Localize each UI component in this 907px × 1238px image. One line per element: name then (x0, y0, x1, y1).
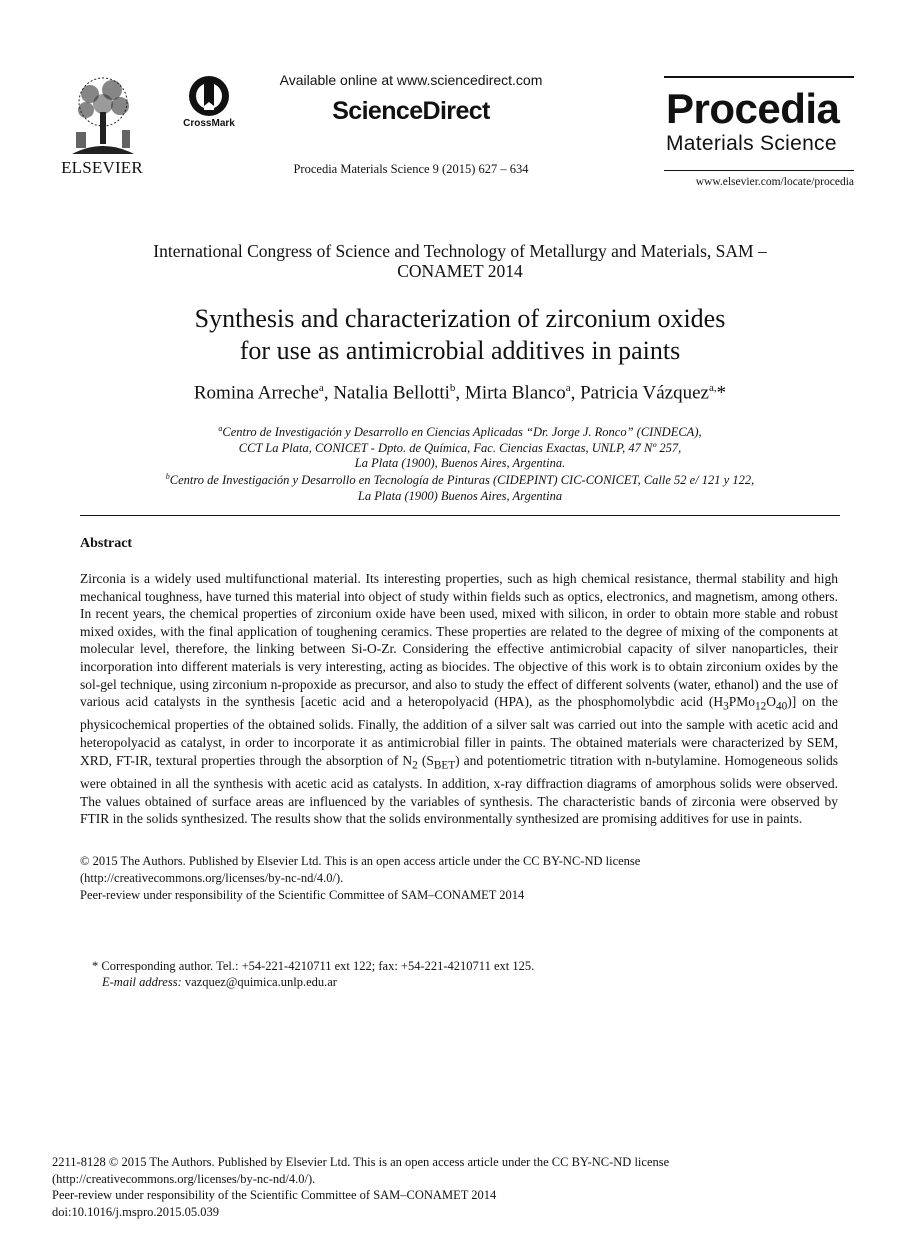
formula-sub-12: 12 (754, 700, 767, 713)
author-name: Patricia Vázquez (580, 382, 709, 404)
paper-title (80, 303, 840, 367)
title-line-2: for use as antimicrobial additives in paints (239, 336, 681, 365)
available-online-text: Available online at www.sciencedirect.com (279, 72, 543, 88)
crossmark-label: CrossMark (183, 118, 235, 129)
procedia-masthead (664, 76, 854, 196)
abstract-heading: Abstract (80, 536, 133, 551)
title-line-1: Synthesis and characterization of zirconium oxides (194, 304, 726, 333)
elsevier-wordmark: ELSEVIER (61, 158, 143, 177)
elsevier-logo (52, 74, 152, 184)
affiliation-text: Centro de Investigación y Desarrollo en Ciencias Aplicadas “Dr. Jorge J. Ronco” (CINDECA), (222, 425, 702, 440)
crossmark-badge[interactable] (178, 74, 240, 136)
affiliation-mark: a (218, 424, 223, 433)
sciencedirect-brand[interactable]: ScienceDirect (332, 97, 490, 125)
corresponding-author (92, 958, 812, 990)
corresponding-contact: * Corresponding author. Tel.: +54-221-4210711 ext 122; fax: +54-221-4210711 ext 125. (92, 959, 535, 973)
corresponding-asterisk: * (716, 382, 727, 404)
affiliation-a-line-2: CCT La Plata, CONICET - Dpto. de Química, Fac. Ciencias Exactas, UNLP, 47 Nº 257, (238, 440, 682, 455)
procedia-title: Procedia (666, 85, 840, 132)
procedia-subtitle: Materials Science (666, 132, 837, 155)
congress-name (80, 241, 840, 281)
congress-line-1: International Congress of Science and Technology of Metallurgy and Materials, SAM – (153, 241, 767, 261)
abstract-part-1: Zirconia is a widely used multifunctional material. Its interesting properties, such as high chemical resistance, thermal stability and high mechanical toughness, have turned this material into object of study within fields such as optics, electronics, and magnetism, among others. In recent years, the chemical properties of zirconium oxide have been used, mixed with silicon, in order to obtain more stable and robust mixed oxides, with the final application of toughening ceramics. These properties are related to the degree of mixing of the components at molecular level, therefore, the linking between Si-O-Zr. Considering the effective antimicrobial capacity of silver nanoparticles, their incorporation into different materials is very interesting, acting as biocides. The objective of this work is to obtain zirconium oxides by the sol-gel technique, using zirconium n-propoxide as precursor, and also to study the effect of different solvents (water, ethanol) and the use of various acid catalysts in the synthesis [acetic acid and a heteropolyacid (HPA), as the phosphomolybdic acid ( (80, 571, 838, 710)
affiliation-a (80, 421, 840, 472)
author-separator: , (570, 382, 581, 404)
email-address[interactable]: vazquez@quimica.unlp.edu.ar (181, 975, 337, 989)
footer-doi[interactable]: doi:10.1016/j.mspro.2015.05.039 (52, 1204, 220, 1219)
page-footer (52, 1154, 852, 1220)
affiliation-a-line-1 (80, 421, 840, 441)
masthead-rule-top (664, 76, 854, 78)
affiliation-text: Centro de Investigación y Desarrollo en Tecnología de Pinturas (CIDEPINT) CIC-CONICET, Calle 52 e/ 121 y 122, (169, 473, 755, 488)
author-list (60, 382, 860, 404)
peer-review-note: Peer-review under responsibility of the Scientific Committee of SAM–CONAMET 2014 (80, 888, 525, 902)
author-separator: , (455, 382, 465, 404)
author-name: Natalia Bellotti (333, 382, 450, 404)
footer-issn-copyright: 2211-8128 © 2015 The Authors. Published by Elsevier Ltd. This is an open access article under the CC BY-NC-ND license (52, 1155, 670, 1169)
congress-line-2: CONAMET 2014 (397, 261, 523, 281)
formula-sub-3: 3 (723, 700, 729, 713)
formula-h: H (713, 694, 724, 710)
abstract-text (80, 570, 838, 828)
header-divider (80, 515, 840, 516)
affiliation-mark: b (165, 472, 170, 481)
masthead-rule-bottom (664, 170, 854, 171)
author-affiliation-mark: a, (708, 382, 717, 394)
author-affiliation-mark: a (565, 382, 571, 394)
abstract-part-2: )] on the physicochemical properties of the obtained solids. Finally, the addition of a silver salt was carried out into the sample with acetic acid and heteropolyacid as catalyst, in order to incorporate it as antimicrobial filler in paints. The obtained materials were characterized by SEM, XRD, FT-IR, textural properties through the absorption of N (80, 694, 838, 768)
email-row (92, 974, 812, 990)
affiliation-b (80, 469, 840, 504)
footer-license-link[interactable]: (http://creativecommons.org/licenses/by-nc-nd/4.0/). (52, 1171, 316, 1186)
n2-subscript: 2 (412, 759, 418, 772)
license-link[interactable]: (http://creativecommons.org/licenses/by-nc-nd/4.0/). (80, 871, 344, 885)
affiliation-b-line-2: La Plata (1900) Buenos Aires, Argentina (357, 488, 563, 503)
formula-sub-40: 40 (775, 700, 788, 713)
procedia-url[interactable]: www.elsevier.com/locate/procedia (695, 176, 854, 188)
author-name: Romina Arreche (193, 382, 319, 404)
author-affiliation-mark: a (318, 382, 324, 394)
copyright-line-1: © 2015 The Authors. Published by Elsevier Ltd. This is an open access article under the CC BY-NC-ND license (80, 854, 641, 868)
affiliation-b-line-1 (80, 469, 840, 489)
elsevier-tree-icon (60, 76, 146, 156)
sbet-open: (S (417, 752, 434, 768)
email-label: E-mail address: (102, 975, 182, 989)
formula-pmo: PMo (728, 694, 755, 710)
formula-o: O (766, 694, 776, 710)
crossmark-icon (178, 74, 240, 118)
sbet-subscript: BET (433, 759, 456, 772)
abstract-part-3: ) and potentiometric titration with n-butylamine. Homogeneous solids were obtained in all the synthesis with acetic acid as catalysts. In addition, x-ray diffraction diagrams of amorphous solids were observed. The values obtained of surface areas are influenced by the variables of synthesis. The characteristic bands of zirconia were observed by FTIR in the solids synthesized. The results show that the solids environmentally synthesized are promising additives for use in paints. (80, 752, 838, 827)
journal-reference: Procedia Materials Science 9 (2015) 627 – 634 (293, 162, 529, 176)
footer-peer-review: Peer-review under responsibility of the Scientific Committee of SAM–CONAMET 2014 (52, 1188, 497, 1202)
author-name: Mirta Blanco (464, 382, 566, 404)
affiliation-a-line-3: La Plata (1900), Buenos Aires, Argentina. (354, 456, 566, 471)
author-separator: , (323, 382, 334, 404)
author-affiliation-mark: b (449, 382, 456, 394)
copyright-notice (80, 853, 840, 904)
